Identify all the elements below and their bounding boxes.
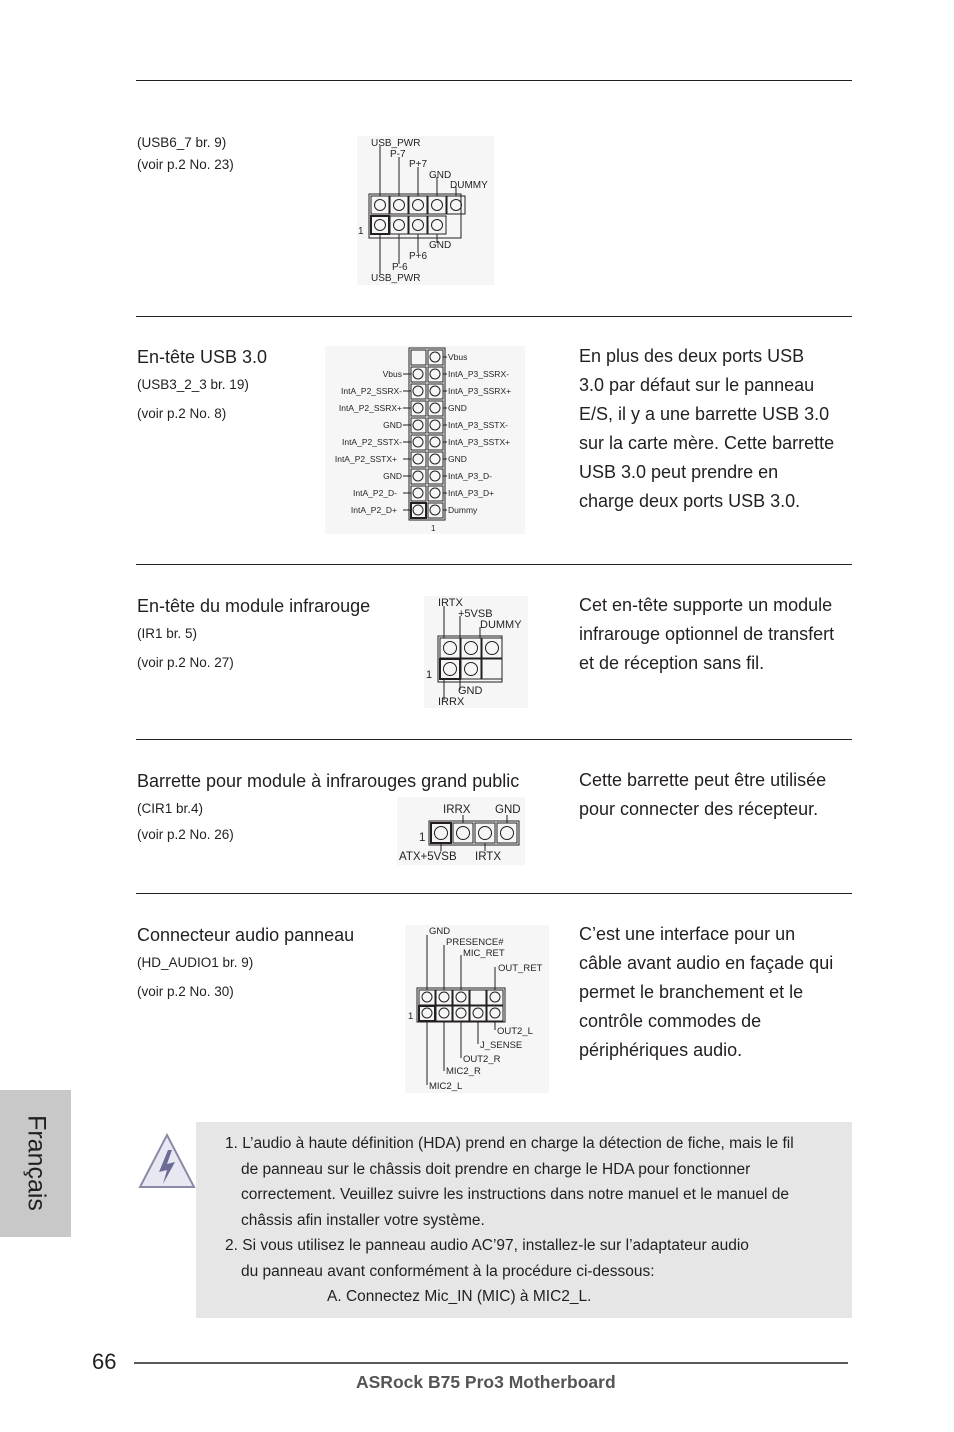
usb3-right-label: IntA_P3_SSRX- bbox=[448, 369, 509, 379]
usb2-label: USB_PWR bbox=[371, 138, 421, 149]
cir-page-ref: (voir p.2 No. 26) bbox=[137, 827, 234, 842]
top-rule bbox=[136, 80, 852, 81]
warning-icon bbox=[137, 1132, 197, 1192]
page-number: 66 bbox=[92, 1349, 117, 1374]
cir-label: IRTX bbox=[475, 851, 501, 863]
divider bbox=[136, 739, 852, 740]
usb3-right-label: Vbus bbox=[448, 352, 468, 362]
cir-header-diagram bbox=[397, 797, 525, 865]
usb2-header-diagram bbox=[357, 136, 494, 285]
ir-header-diagram bbox=[424, 596, 528, 708]
pin1-label: 1 bbox=[419, 832, 426, 844]
usb3-pin-info: (USB3_2_3 br. 19) bbox=[137, 377, 249, 392]
cir-label: GND bbox=[495, 804, 521, 816]
divider bbox=[136, 564, 852, 565]
usb3-right-label: IntA_P3_SSRX+ bbox=[448, 386, 512, 396]
audio-label: PRESENCE# bbox=[446, 937, 504, 948]
ir-title: En-tête du module infrarouge bbox=[137, 596, 371, 616]
ir-label: IRRX bbox=[438, 696, 465, 708]
usb3-left-label: IntA_P2_SSRX- bbox=[341, 386, 402, 396]
usb3-right-label: IntA_P3_D- bbox=[448, 471, 492, 481]
ir-label: DUMMY bbox=[480, 619, 522, 631]
cir-title: Barrette pour module à infrarouges grand public bbox=[137, 771, 520, 791]
usb3-left-label: IntA_P2_SSTX+ bbox=[334, 454, 397, 464]
usb2-label: P+6 bbox=[409, 251, 428, 262]
usb2-label: P-7 bbox=[390, 149, 406, 160]
ir-label: GND bbox=[458, 685, 483, 697]
audio-label: OUT2_R bbox=[463, 1054, 501, 1065]
usb2-label: DUMMY bbox=[450, 180, 488, 191]
note-text: 1. L’audio à haute définition (HDA) prend en charge la détection de fiche, mais le fil de panneau sur le châssis doit prendre en charge le HDA pour fonctionner correctement. Veuillez suivre les instructions dans notre manuel et le manuel de châssis afin installer votre système. 2. Si vous utilisez le panneau audio AC’97, installez-le sur l’adaptateur audio du panneau avant conformément à la procédure ci-dessous: A. Connectez Mic_IN (MIC) à MIC2_L. bbox=[225, 1135, 794, 1305]
usb3-left-label: IntA_P2_SSRX+ bbox=[338, 403, 402, 413]
footer-rule bbox=[134, 1362, 848, 1364]
footer-title: ASRock B75 Pro3 Motherboard bbox=[356, 1372, 616, 1392]
audio-label: OUT2_L bbox=[497, 1026, 533, 1037]
usb3-right-label: IntA_P3_SSTX- bbox=[448, 420, 509, 430]
usb3-right-label: GND bbox=[448, 454, 467, 464]
audio-pin-info: (HD_AUDIO1 br. 9) bbox=[137, 955, 254, 970]
usb2-label: USB_PWR bbox=[371, 273, 421, 284]
pin1-label: 1 bbox=[431, 524, 436, 533]
divider bbox=[136, 893, 852, 894]
divider bbox=[136, 316, 852, 317]
usb3-right-label: GND bbox=[448, 403, 467, 413]
audio-page-ref: (voir p.2 No. 30) bbox=[137, 984, 234, 999]
usb2-label: P-6 bbox=[392, 262, 408, 273]
ir-label: IRTX bbox=[438, 597, 463, 609]
usb3-left-label: IntA_P2_D+ bbox=[350, 505, 397, 515]
usb67-pin-info: (USB6_7 br. 9) bbox=[137, 135, 227, 150]
usb3-header-diagram bbox=[325, 346, 525, 534]
audio-label: MIC2_L bbox=[429, 1081, 463, 1092]
ir-page-ref: (voir p.2 No. 27) bbox=[137, 655, 234, 670]
usb2-label: GND bbox=[429, 240, 452, 251]
cir-label: IRRX bbox=[443, 804, 471, 816]
audio-label: J_SENSE bbox=[480, 1040, 523, 1051]
ir-description: Cet en-tête supporte un module infrarouge optionnel de transfert et de réception sans fil. bbox=[579, 595, 835, 673]
audio-title: Connecteur audio panneau bbox=[137, 925, 355, 945]
usb3-left-label: GND bbox=[383, 420, 402, 430]
usb3-right-label: Dummy bbox=[448, 505, 478, 515]
audio-label: MIC_RET bbox=[463, 948, 505, 959]
usb3-left-label: IntA_P2_D- bbox=[353, 488, 397, 498]
usb67-page-ref: (voir p.2 No. 23) bbox=[137, 157, 234, 172]
cir-label: ATX+5VSB bbox=[399, 851, 457, 863]
ir-pin-info: (IR1 br. 5) bbox=[137, 626, 198, 641]
audio-header-diagram bbox=[405, 925, 549, 1093]
usb3-left-label: IntA_P2_SSTX- bbox=[341, 437, 402, 447]
usb3-left-label: GND bbox=[383, 471, 402, 481]
cir-pin-info: (CIR1 br.4) bbox=[137, 801, 204, 816]
usb3-title: En-tête USB 3.0 bbox=[137, 347, 268, 367]
usb3-description: En plus des deux ports USB 3.0 par défaut sur le panneau E/S, il y a une barrette USB 3.0 sur la carte mère. Cette barrette USB 3.0 peut prendre en charge deux ports USB 3.0. bbox=[579, 346, 835, 511]
usb3-right-label: IntA_P3_SSTX+ bbox=[448, 437, 511, 447]
usb3-right-label: IntA_P3_D+ bbox=[448, 488, 495, 498]
audio-label: MIC2_R bbox=[446, 1066, 481, 1077]
usb2-label: GND bbox=[429, 170, 452, 181]
language-label: Français bbox=[22, 1115, 51, 1211]
cir-description: Cette barrette peut être utilisée pour connecter des récepteur. bbox=[579, 770, 827, 819]
pin1-label: 1 bbox=[358, 226, 364, 237]
audio-description: C’est une interface pour un câble avant audio en façade qui permet le branchement et le contrôle commodes de périphériques audio. bbox=[579, 924, 834, 1060]
usb3-left-label: Vbus bbox=[382, 369, 402, 379]
usb3-page-ref: (voir p.2 No. 8) bbox=[137, 406, 227, 421]
audio-label: OUT_RET bbox=[498, 963, 543, 974]
pin1-label: 1 bbox=[426, 669, 433, 681]
language-tab bbox=[0, 1090, 71, 1237]
ir-label: +5VSB bbox=[458, 608, 493, 620]
pin1-label: 1 bbox=[408, 1011, 414, 1022]
audio-label: GND bbox=[429, 926, 451, 937]
usb2-label: P+7 bbox=[409, 159, 428, 170]
